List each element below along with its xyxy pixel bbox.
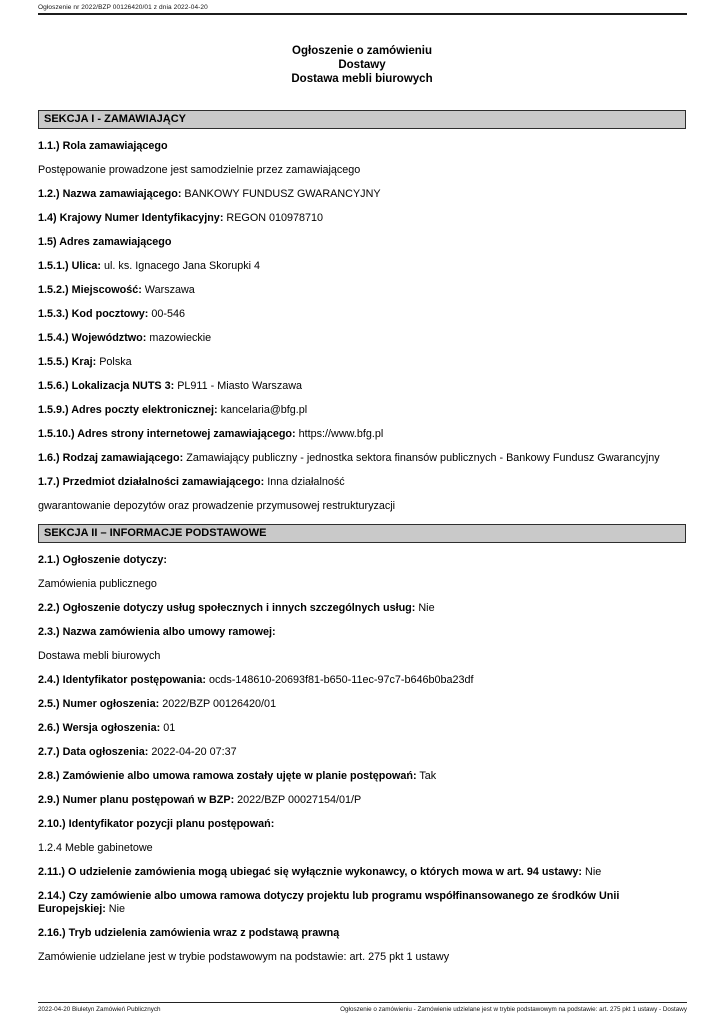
field-value: 2022/BZP 00126420/01 bbox=[159, 698, 277, 710]
field-row bbox=[38, 500, 686, 513]
field-row bbox=[38, 842, 686, 855]
field-label: 2.7.) Data ogłoszenia: bbox=[38, 746, 149, 758]
field-label: 1.5.10.) Adres strony internetowej zamawiającego: bbox=[38, 428, 296, 440]
footer-right-text: Ogłoszenie o zamówieniu - Zamówienie udzielane jest w trybie podstawowym na podstawie: art. 275 pkt 1 ustawy - Dostawy bbox=[340, 1006, 687, 1013]
field-label: 2.8.) Zamówienie albo umowa ramowa zostały ujęte w planie postępowań: bbox=[38, 770, 417, 782]
field-label: 2.2.) Ogłoszenie dotyczy usług społecznych i innych szczególnych usług: bbox=[38, 602, 416, 614]
field-row bbox=[38, 308, 686, 321]
field-value: PL911 - Miasto Warszawa bbox=[174, 380, 303, 392]
field-row bbox=[38, 794, 686, 807]
field-row bbox=[38, 698, 686, 711]
field-value: Zamawiający publiczny - jednostka sektora finansów publicznych - Bankowy Fundusz Gwarancyjny bbox=[183, 452, 660, 464]
field-label: 1.6.) Rodzaj zamawiającego: bbox=[38, 452, 184, 464]
field-row bbox=[38, 428, 686, 441]
field-row bbox=[38, 626, 686, 639]
field-label: 2.4.) Identyfikator postępowania: bbox=[38, 674, 206, 686]
page-header-note: Ogłoszenie nr 2022/BZP 00126420/01 z dnia 2022-04-20 bbox=[38, 4, 208, 11]
field-row bbox=[38, 866, 686, 879]
field-row bbox=[38, 890, 686, 916]
field-label: 1.5) Adres zamawiającego bbox=[38, 236, 172, 248]
field-label: 1.5.1.) Ulica: bbox=[38, 260, 102, 272]
field-row bbox=[38, 722, 686, 735]
field-value: Tak bbox=[416, 770, 437, 782]
field-row bbox=[38, 236, 686, 249]
field-label: 1.1.) Rola zamawiającego bbox=[38, 140, 168, 152]
field-value: Zamówienia publicznego bbox=[38, 578, 157, 590]
field-row bbox=[38, 476, 686, 489]
field-row bbox=[38, 284, 686, 297]
document-title-line-3: Dostawa mebli biurowych bbox=[291, 73, 433, 85]
field-label: 2.11.) O udzielenie zamówienia mogą ubiegać się wyłącznie wykonawcy, o których mowa w art. 94 ustawy: bbox=[38, 866, 583, 878]
field-row bbox=[38, 404, 686, 417]
field-label: 2.3.) Nazwa zamówienia albo umowy ramowej: bbox=[38, 626, 276, 638]
document-section bbox=[38, 524, 686, 964]
field-label: 2.6.) Wersja ogłoszenia: bbox=[38, 722, 161, 734]
section-rows bbox=[38, 140, 686, 513]
section-header-label: SEKCJA II – INFORMACJE PODSTAWOWE bbox=[44, 527, 267, 539]
field-value: 00-546 bbox=[148, 308, 186, 320]
field-row bbox=[38, 674, 686, 687]
field-value: kancelaria@bfg.pl bbox=[217, 404, 308, 416]
field-label: 1.7.) Przedmiot działalności zamawiającego: bbox=[38, 476, 265, 488]
field-value: Nie bbox=[415, 602, 435, 614]
section-header-bar bbox=[38, 110, 686, 129]
field-label: 1.5.6.) Lokalizacja NUTS 3: bbox=[38, 380, 175, 392]
field-row bbox=[38, 770, 686, 783]
field-value: Polska bbox=[96, 356, 132, 368]
section-header-label: SEKCJA I - ZAMAWIAJĄCY bbox=[44, 113, 186, 125]
field-label: 2.14.) Czy zamówienie albo umowa ramowa dotyczy projektu lub programu współfinansowanego ze środków Unii Europejskiej: bbox=[38, 890, 620, 915]
field-row bbox=[38, 332, 686, 345]
field-value: ul. ks. Ignacego Jana Skorupki 4 bbox=[101, 260, 261, 272]
field-label: 1.2.) Nazwa zamawiającego: bbox=[38, 188, 182, 200]
field-row bbox=[38, 452, 686, 465]
field-value: Postępowanie prowadzone jest samodzielnie przez zamawiającego bbox=[38, 164, 361, 176]
footer-divider bbox=[38, 1002, 687, 1003]
field-label: 2.16.) Tryb udzielenia zamówienia wraz z podstawą prawną bbox=[38, 927, 340, 939]
field-row bbox=[38, 380, 686, 393]
field-value: Nie bbox=[105, 903, 126, 915]
field-row bbox=[38, 356, 686, 369]
field-value: BANKOWY FUNDUSZ GWARANCYJNY bbox=[181, 188, 381, 200]
field-row bbox=[38, 188, 686, 201]
field-value: Warszawa bbox=[141, 284, 195, 296]
field-row bbox=[38, 746, 686, 759]
field-row bbox=[38, 578, 686, 591]
field-label: 1.5.9.) Adres poczty elektronicznej: bbox=[38, 404, 218, 416]
field-row bbox=[38, 602, 686, 615]
field-row bbox=[38, 927, 686, 940]
field-label: 1.4) Krajowy Numer Identyfikacyjny: bbox=[38, 212, 224, 224]
field-row bbox=[38, 260, 686, 273]
field-value: Dostawa mebli biurowych bbox=[38, 650, 161, 662]
field-row bbox=[38, 650, 686, 663]
field-value: ocds-148610-20693f81-b650-11ec-97c7-b646b0ba23df bbox=[205, 674, 474, 686]
document-section bbox=[38, 110, 686, 513]
header-divider bbox=[38, 13, 687, 15]
field-value: 2022-04-20 07:37 bbox=[148, 746, 237, 758]
field-row bbox=[38, 164, 686, 177]
field-label: 2.10.) Identyfikator pozycji planu postępowań: bbox=[38, 818, 275, 830]
field-value: 01 bbox=[160, 722, 176, 734]
field-label: 1.5.5.) Kraj: bbox=[38, 356, 97, 368]
field-value: gwarantowanie depozytów oraz prowadzenie przymusowej restrukturyzacji bbox=[38, 500, 396, 512]
section-rows bbox=[38, 554, 686, 964]
section-header-bar bbox=[38, 524, 686, 543]
field-row bbox=[38, 818, 686, 831]
field-label: 1.5.2.) Miejscowość: bbox=[38, 284, 142, 296]
sections-container bbox=[38, 110, 686, 964]
field-value: Nie bbox=[582, 866, 602, 878]
document-title-line-2: Dostawy bbox=[338, 59, 386, 71]
field-row bbox=[38, 554, 686, 567]
field-row bbox=[38, 212, 686, 225]
field-value: https://www.bfg.pl bbox=[295, 428, 384, 440]
field-value: 1.2.4 Meble gabinetowe bbox=[38, 842, 153, 854]
field-row bbox=[38, 951, 686, 964]
footer-left-text: 2022-04-20 Biuletyn Zamówień Publicznych bbox=[38, 1006, 161, 1013]
field-label: 2.5.) Numer ogłoszenia: bbox=[38, 698, 160, 710]
document-title-line-1: Ogłoszenie o zamówieniu bbox=[292, 45, 432, 57]
field-label: 1.5.4.) Województwo: bbox=[38, 332, 147, 344]
document-title-block bbox=[38, 44, 686, 86]
field-label: 2.1.) Ogłoszenie dotyczy: bbox=[38, 554, 167, 566]
field-value: mazowieckie bbox=[146, 332, 212, 344]
field-value: 2022/BZP 00027154/01/P bbox=[234, 794, 362, 806]
field-value: REGON 010978710 bbox=[223, 212, 324, 224]
field-value: Zamówienie udzielane jest w trybie podstawowym na podstawie: art. 275 pkt 1 ustawy bbox=[38, 951, 450, 963]
field-label: 1.5.3.) Kod pocztowy: bbox=[38, 308, 149, 320]
field-value: Inna działalność bbox=[264, 476, 345, 488]
field-row bbox=[38, 140, 686, 153]
field-label: 2.9.) Numer planu postępowań w BZP: bbox=[38, 794, 235, 806]
page-footer bbox=[38, 1006, 687, 1013]
